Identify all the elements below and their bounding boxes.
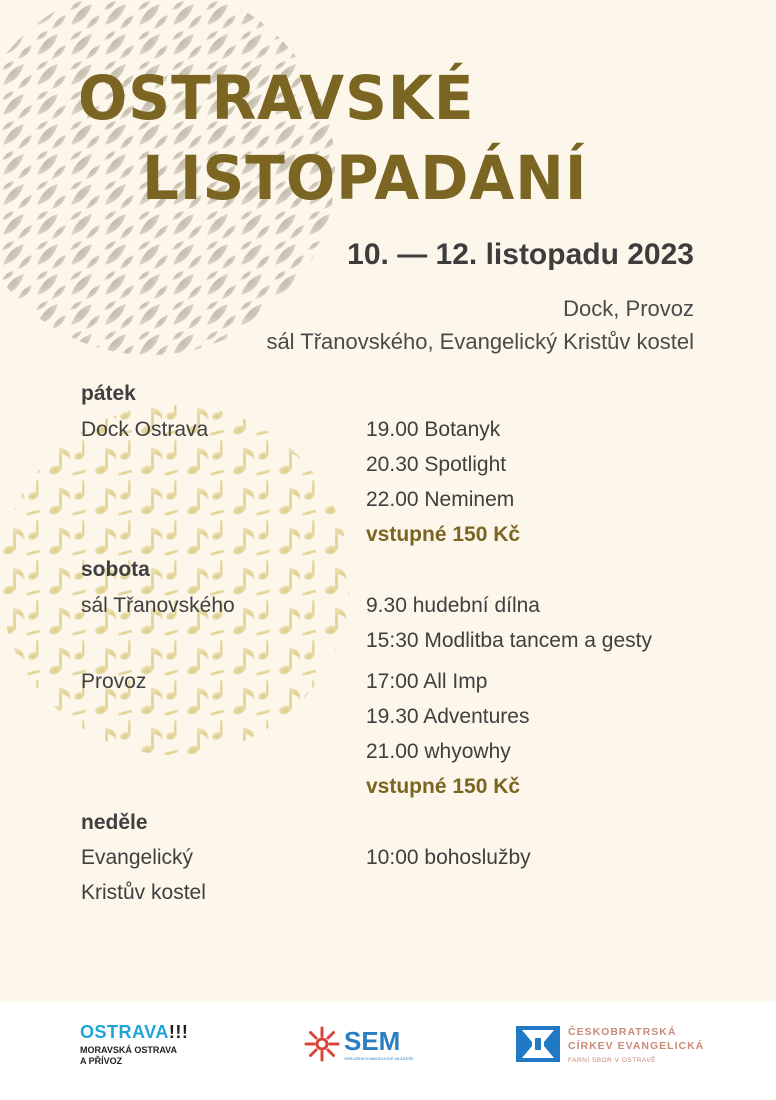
price-saturday: vstupné 150 Kč	[366, 775, 521, 798]
venue-list	[266, 292, 694, 358]
program-item: 21.00 whyowhy	[366, 740, 511, 763]
program-item: 22.00 Neminem	[366, 488, 515, 511]
day-heading-saturday: sobota	[81, 558, 150, 581]
cce-logo	[516, 1026, 705, 1067]
program-item: 9.30 hudební dílna	[366, 594, 540, 617]
cce-logo-line-2: CÍRKEV EVANGELICKÁ	[568, 1040, 705, 1052]
title-line-2: LISTOPADÁNÍ	[142, 142, 588, 214]
program-item: 17:00 All Imp	[366, 670, 488, 693]
event-title	[78, 58, 587, 218]
venue-saturday-2: Provoz	[81, 670, 147, 693]
ostrava-logo-exclamation: !!!	[168, 1022, 189, 1042]
ostrava-logo-wordmark: OSTRAVA	[80, 1022, 169, 1042]
venue-sunday-line-2: Kristův kostel	[81, 881, 206, 904]
day-heading-sunday: neděle	[81, 811, 148, 834]
event-dates: 10. — 12. listopadu 2023	[347, 238, 694, 271]
program-item: 15:30 Modlitba tancem a gesty	[366, 629, 653, 652]
price-friday: vstupné 150 Kč	[366, 523, 521, 546]
cce-chalice-icon	[516, 1026, 560, 1062]
program-item: 10:00 bohoslužby	[366, 846, 531, 869]
title-line-1: OSTRAVSKÉ	[78, 62, 475, 134]
program-item: 19.30 Adventures	[366, 705, 530, 728]
ostrava-logo-sub-1: MORAVSKÁ OSTRAVA	[80, 1045, 178, 1055]
cce-logo-line-1: ČESKOBRATRSKÁ	[568, 1026, 677, 1038]
venue-sunday-line-1: Evangelický	[81, 846, 194, 869]
sem-emblem-icon	[302, 1024, 342, 1064]
sem-logo-text: SEM	[344, 1026, 401, 1056]
program-item: 19.00 Botanyk	[366, 418, 501, 441]
venue-friday: Dock Ostrava	[81, 418, 209, 441]
sem-logo	[302, 1024, 412, 1068]
venue-line-2: sál Třanovského, Evangelický Kristův kostel	[266, 329, 694, 354]
ostrava-logo	[80, 1022, 188, 1067]
ostrava-logo-sub-2: A PŘÍVOZ	[80, 1056, 123, 1066]
sem-logo-subtext: SDRUŽENÍ EVANGELICKÉ MLÁDEŽE	[344, 1056, 414, 1061]
day-heading-friday: pátek	[81, 382, 136, 405]
venue-saturday-1: sál Třanovského	[81, 594, 235, 617]
cce-logo-line-3: FARNÍ SBOR V OSTRAVĚ	[568, 1057, 656, 1064]
venue-line-1: Dock, Provoz	[563, 296, 694, 321]
program-item: 20.30 Spotlight	[366, 453, 507, 476]
